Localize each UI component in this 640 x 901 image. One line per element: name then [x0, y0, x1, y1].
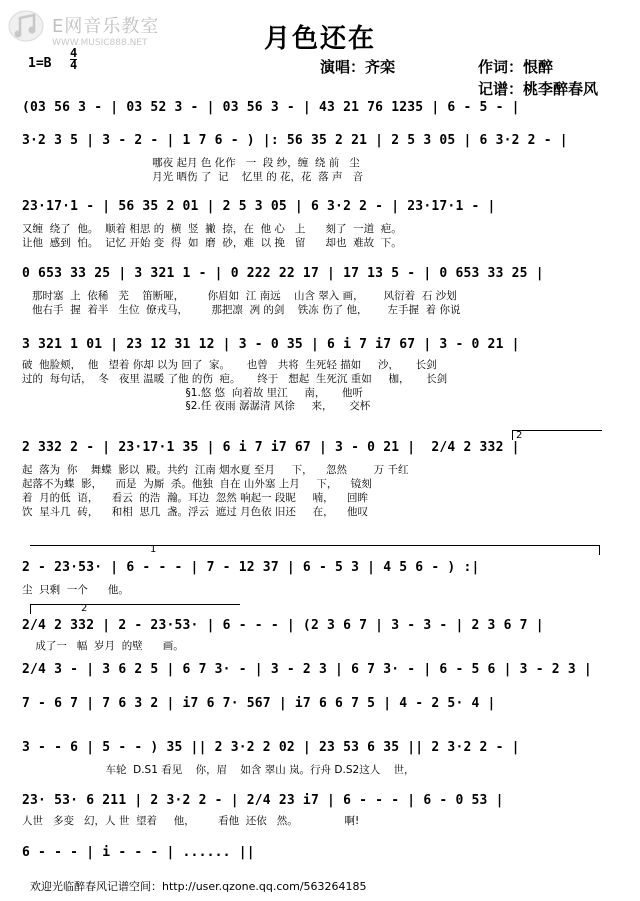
- lyric-row: 让他 感到 怕。 记忆 开始 变 得 如 磨 砂，难 以 挽 留 却也 难故 下。: [22, 237, 402, 249]
- transcriber-credit: 记谱：桃李醉春风: [478, 80, 599, 98]
- lyric-row: §2.任 夜雨 潺潺清 风徐 来， 交杯: [22, 400, 371, 412]
- notation-row: 2 - 23·53· | 6 - - - | 7 - 12 37 | 6 - 5 3 | 4 5 6 - ) :|: [22, 560, 480, 575]
- notation-row: 3 321 1 01 | 23 12 31 12 | 3 - 0 35 | 6 i 7 i7 67 | 3 - 0 21 |: [22, 337, 520, 352]
- lyric-row: 着 月的低 语， 看云 的浩 瀚。耳边 忽然 响起一 段昵 喃， 回眸: [22, 492, 368, 504]
- lyric-row: 哪夜 起月 色 化作 一 段 纱，缠 绕 前 尘: [22, 157, 360, 169]
- lyric-row: 那时塞 上 依稀 芜 笛断哑， 你眉如 江 南远 山含 翠入 画， 风衍着 石 沙划: [22, 290, 457, 302]
- lyric-row: 尘 只剩 一个 他。: [22, 584, 129, 596]
- repeat-bracket-1: [30, 545, 600, 555]
- lyric-row: 起落不为蝶 影， 而是 为厮 杀。他独 自在 山外塞 上月 下， 镜刻: [22, 478, 372, 490]
- footer-credit: 欢迎光临醉春风记谱空间：http://user.qzone.qq.com/563264185: [30, 880, 367, 893]
- time-signature-bottom: 4: [70, 58, 78, 72]
- notation-row: (03 56 3 - | 03 52 3 - | 03 56 3 - | 43 21 76 1235 | 6 - 5 - |: [22, 100, 520, 115]
- notation-row: 3·2 3 5 | 3 - 2 - | 1 7 6 - ) |: 56 35 2 21 | 2 5 3 05 | 6 3·2 2 - |: [22, 133, 568, 148]
- time-signature: [70, 48, 77, 71]
- notation-row: 0 653 33 25 | 3 321 1 - | 0 222 22 17 | 17 13 5 - | 0 653 33 25 |: [22, 266, 544, 281]
- notation-row: 2/4 2 332 | 2 - 23·53· | 6 - - - | (2 3 6 7 | 3 - 3 - | 2 3 6 7 |: [22, 618, 544, 633]
- singer-credit: 演唱：齐栾: [320, 58, 396, 76]
- lyric-row: 破 他脸颊， 他 望着 你却 以为 回了 家。 也曾 共将 生死轻 描如 沙， 长剑: [22, 359, 437, 371]
- repeat-bracket-label: 1: [150, 544, 157, 555]
- lyric-row: 车轮 D.S1 看见 你，眉 如含 翠山 岚。行舟 D.S2这人 世，: [22, 764, 415, 776]
- notation-row: 23·17·1 - | 56 35 2 01 | 2 5 3 05 | 6 3·2 2 - | 23·17·1 - |: [22, 199, 496, 214]
- notation-row: 7 - 6 7 | 7 6 3 2 | i7 6 7· 567 | i7 6 6 7 5 | 4 - 2 5· 4 |: [22, 696, 496, 711]
- lyric-row: 起 落为 你 舞蝶 影以 殿。共约 江南 烟水夏 至月 下， 忽然 万 千红: [22, 464, 409, 476]
- notation-row: 2/4 3 - | 3 6 2 5 | 6 7 3· - | 3 - 2 3 | 6 7 3· - | 6 - 5 6 | 3 - 2 3 |: [22, 662, 592, 677]
- repeat-bracket-2b: [30, 604, 240, 614]
- lyric-row: 过的 每句话， 冬 夜里 温暖 了他 的伤 疤。 终于 想起 生死沉 重如 枷， 长剑: [22, 373, 448, 385]
- notation-row: 23· 53· 6 211 | 2 3·2 2 - | 2/4 23 i7 | 6 - - - | 6 - 0 53 |: [22, 793, 504, 808]
- watermark-name: E网音乐教室: [52, 16, 160, 37]
- lyric-row: 成了一 幅 岁月 的壁 画。: [22, 640, 184, 652]
- watermark-url: WWW.MUSIC888.NET: [52, 38, 148, 48]
- lyric-row: 月光 晒伤 了 记 忆里 的 花，花 落 声 音: [22, 171, 364, 183]
- lyric-row: 他右手 握 着半 生位 僚戎马， 那把凛 冽 的剑 铁冻 伤了 他， 左手握 着 你说: [22, 304, 461, 316]
- notation-row: 3 - - 6 | 5 - - ) 35 || 2 3·2 2 02 | 23 53 6 35 || 2 3·2 2 - |: [22, 740, 520, 755]
- lyric-row: 又缠 绕了 他。 顺着 相思 的 横 竖 撇 捺，在 他 心 上 刻了 一道 疤。: [22, 223, 402, 235]
- song-title: 月色还在: [263, 24, 376, 54]
- notation-row: 2 332 2 - | 23·17·1 35 | 6 i 7 i7 67 | 3 - 0 21 | 2/4 2 332 |: [22, 440, 520, 455]
- lyric-row: 人世 多变 幻，人 世 望着 他， 看他 还依 然。 啊!: [22, 815, 360, 827]
- time-signature-top: 4: [70, 46, 78, 60]
- notation-row: 6 - - - | i - - - | ...... ||: [22, 845, 255, 860]
- repeat-bracket-label: 2: [516, 430, 523, 441]
- lyric-row: 饮 星斗几 砖， 和相 思几 盏。浮云 遮过 月色依 旧还 在， 他叹: [22, 506, 368, 518]
- repeat-bracket-2: [512, 430, 602, 440]
- lyricist-credit: 作词：恨醉: [478, 58, 554, 76]
- lyric-row: §1.悠 悠 向着故 里江 南， 他听: [22, 387, 364, 399]
- repeat-bracket-label: 2: [81, 603, 88, 614]
- key-signature: 1=B: [28, 56, 52, 71]
